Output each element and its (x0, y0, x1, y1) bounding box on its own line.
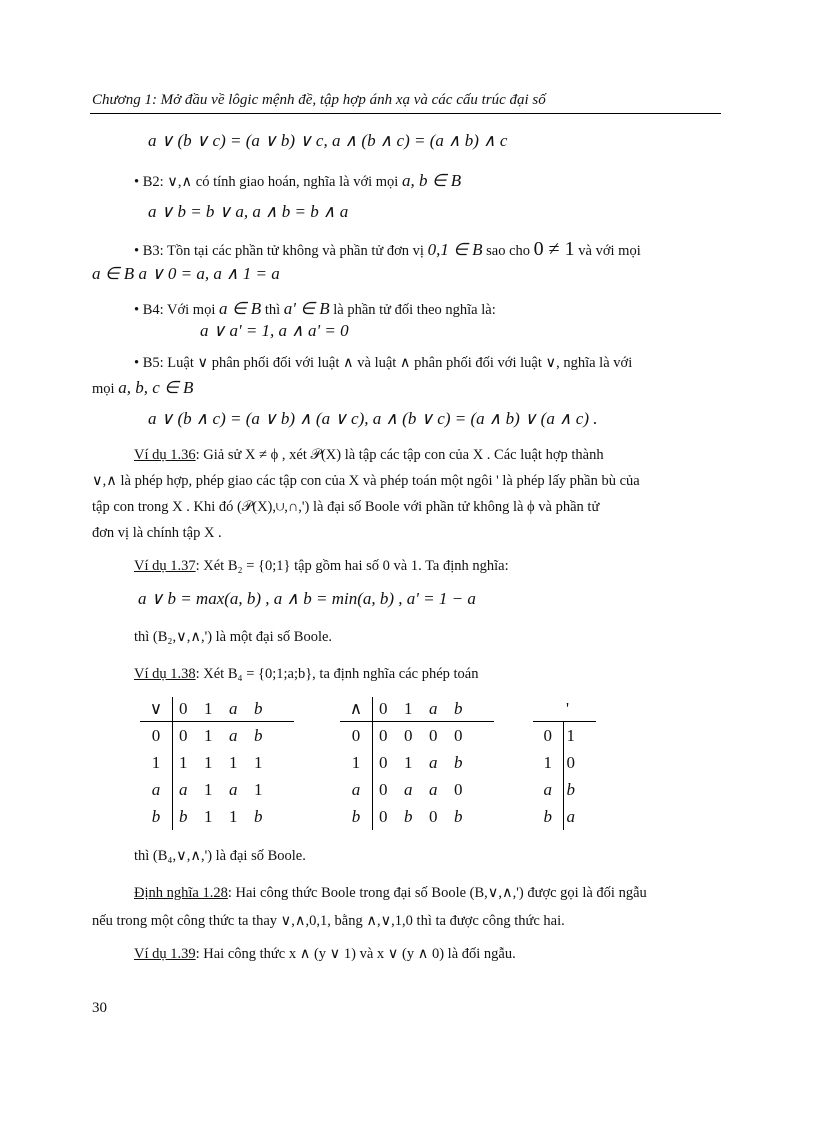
table-row: 0 1 (533, 722, 596, 750)
ex138-line1: Ví dụ 1.38: Xét B₄ = {0;1;a;b}, ta định nghĩa các phép toán (134, 666, 479, 682)
ex137-formula: a ∨ b = max(a, b) , a ∧ b = min(a, b) , a' = 1 − a (138, 589, 476, 608)
and-op: ∧ (340, 697, 373, 722)
neg-table (533, 697, 596, 830)
chapter-header: Chương 1: Mở đầu về lôgic mệnh đề, tập hợp ánh xạ và các cấu trúc đại số (92, 92, 546, 108)
b5-line: • B5: Luật ∨ phân phối đối với luật ∧ và luật ∧ phân phối đối với luật ∨, nghĩa là với (134, 355, 633, 371)
ex138-after: thì (B₄,∨,∧,') là đại số Boole. (134, 848, 306, 864)
b3-line2: a ∈ B a ∨ 0 = a, a ∧ 1 = a (92, 264, 280, 283)
table-row: 1 0 (533, 749, 596, 776)
ex136-line4: đơn vị là chính tập X . (92, 525, 222, 541)
b5-formula: a ∨ (b ∧ c) = (a ∨ b) ∧ (a ∨ c), a ∧ (b ∨ c) = (a ∧ b) ∨ (a ∧ c) . (148, 409, 598, 428)
or-op: ∨ (140, 697, 173, 722)
ex136-line3: tập con trong X . Khi đó (𝒫(X),∪,∩,') là đại số Boole với phần tử không là ϕ và phần tử (92, 499, 600, 515)
b2-line: • B2: ∨,∧ có tính giao hoán, nghĩa là với mọi a, b ∈ B (134, 171, 462, 190)
b1-formula: a ∨ (b ∨ c) = (a ∨ b) ∨ c, a ∧ (b ∧ c) = (a ∧ b) ∧ c (148, 131, 508, 150)
table-row: a a 1 a 1 (140, 776, 294, 803)
ex136-line1: Ví dụ 1.36: Giả sử X ≠ ϕ , xét 𝒫(X) là tập các tập con của X . Các luật hợp thành (134, 447, 604, 463)
b4-formula: a ∨ a' = 1, a ∧ a' = 0 (200, 321, 349, 340)
ex139-line1: Ví dụ 1.39: Hai công thức x ∧ (y ∨ 1) và x ∨ (y ∧ 0) là đối ngẫu. (134, 946, 516, 962)
def128-line1: Định nghĩa 1.28: Hai công thức Boole trong đại số Boole (B,∨,∧,') được gọi là đối ngẫu (134, 885, 647, 901)
table-row: a 0 a a 0 (340, 776, 494, 803)
b3-line: • B3: Tồn tại các phần tử không và phần tử đơn vị 0,1 ∈ B sao cho 0 ≠ 1 và với mọi (134, 238, 641, 260)
table-row: 0 0 1 a b (140, 722, 294, 750)
table-row: 0 0 0 0 0 (340, 722, 494, 750)
table-row: b a (533, 803, 596, 830)
def128-line2: nếu trong một công thức ta thay ∨,∧,0,1, bằng ∧,∨,1,0 thì ta được công thức hai. (92, 913, 565, 929)
page-number: 30 (92, 1000, 107, 1016)
table-row: a b (533, 776, 596, 803)
table-row: b b 1 1 b (140, 803, 294, 830)
neg-op: ' (563, 697, 596, 722)
ex136-line2: ∨,∧ là phép hợp, phép giao các tập con của X và phép toán một ngôi ' là phép lấy phần bù của (92, 473, 640, 489)
b5-line2: mọi a, b, c ∈ B (92, 378, 194, 397)
table-row: 1 1 1 1 1 (140, 749, 294, 776)
or-table: ∨ 0 1 a b 0 0 1 a b 1 1 1 1 1 a a 1 a 1 b b 1 1 b (140, 697, 294, 830)
b4-line: • B4: Với mọi a ∈ B thì a' ∈ B là phần tử đối theo nghĩa là: (134, 299, 496, 318)
and-table: ∧ 0 1 a b 0 0 0 0 0 1 0 1 a b a 0 a a 0 b 0 b 0 b (340, 697, 494, 830)
table-row: 1 0 1 a b (340, 749, 494, 776)
b2-formula: a ∨ b = b ∨ a, a ∧ b = b ∧ a (148, 202, 349, 221)
ex137-line3: thì (B₂,∨,∧,') là một đại số Boole. (134, 629, 333, 645)
table-row: b 0 b 0 b (340, 803, 494, 830)
ex137-line1: Ví dụ 1.37: Xét B₂ = {0;1} tập gồm hai số 0 và 1. Ta định nghĩa: (134, 558, 509, 574)
header-rule (90, 113, 721, 114)
